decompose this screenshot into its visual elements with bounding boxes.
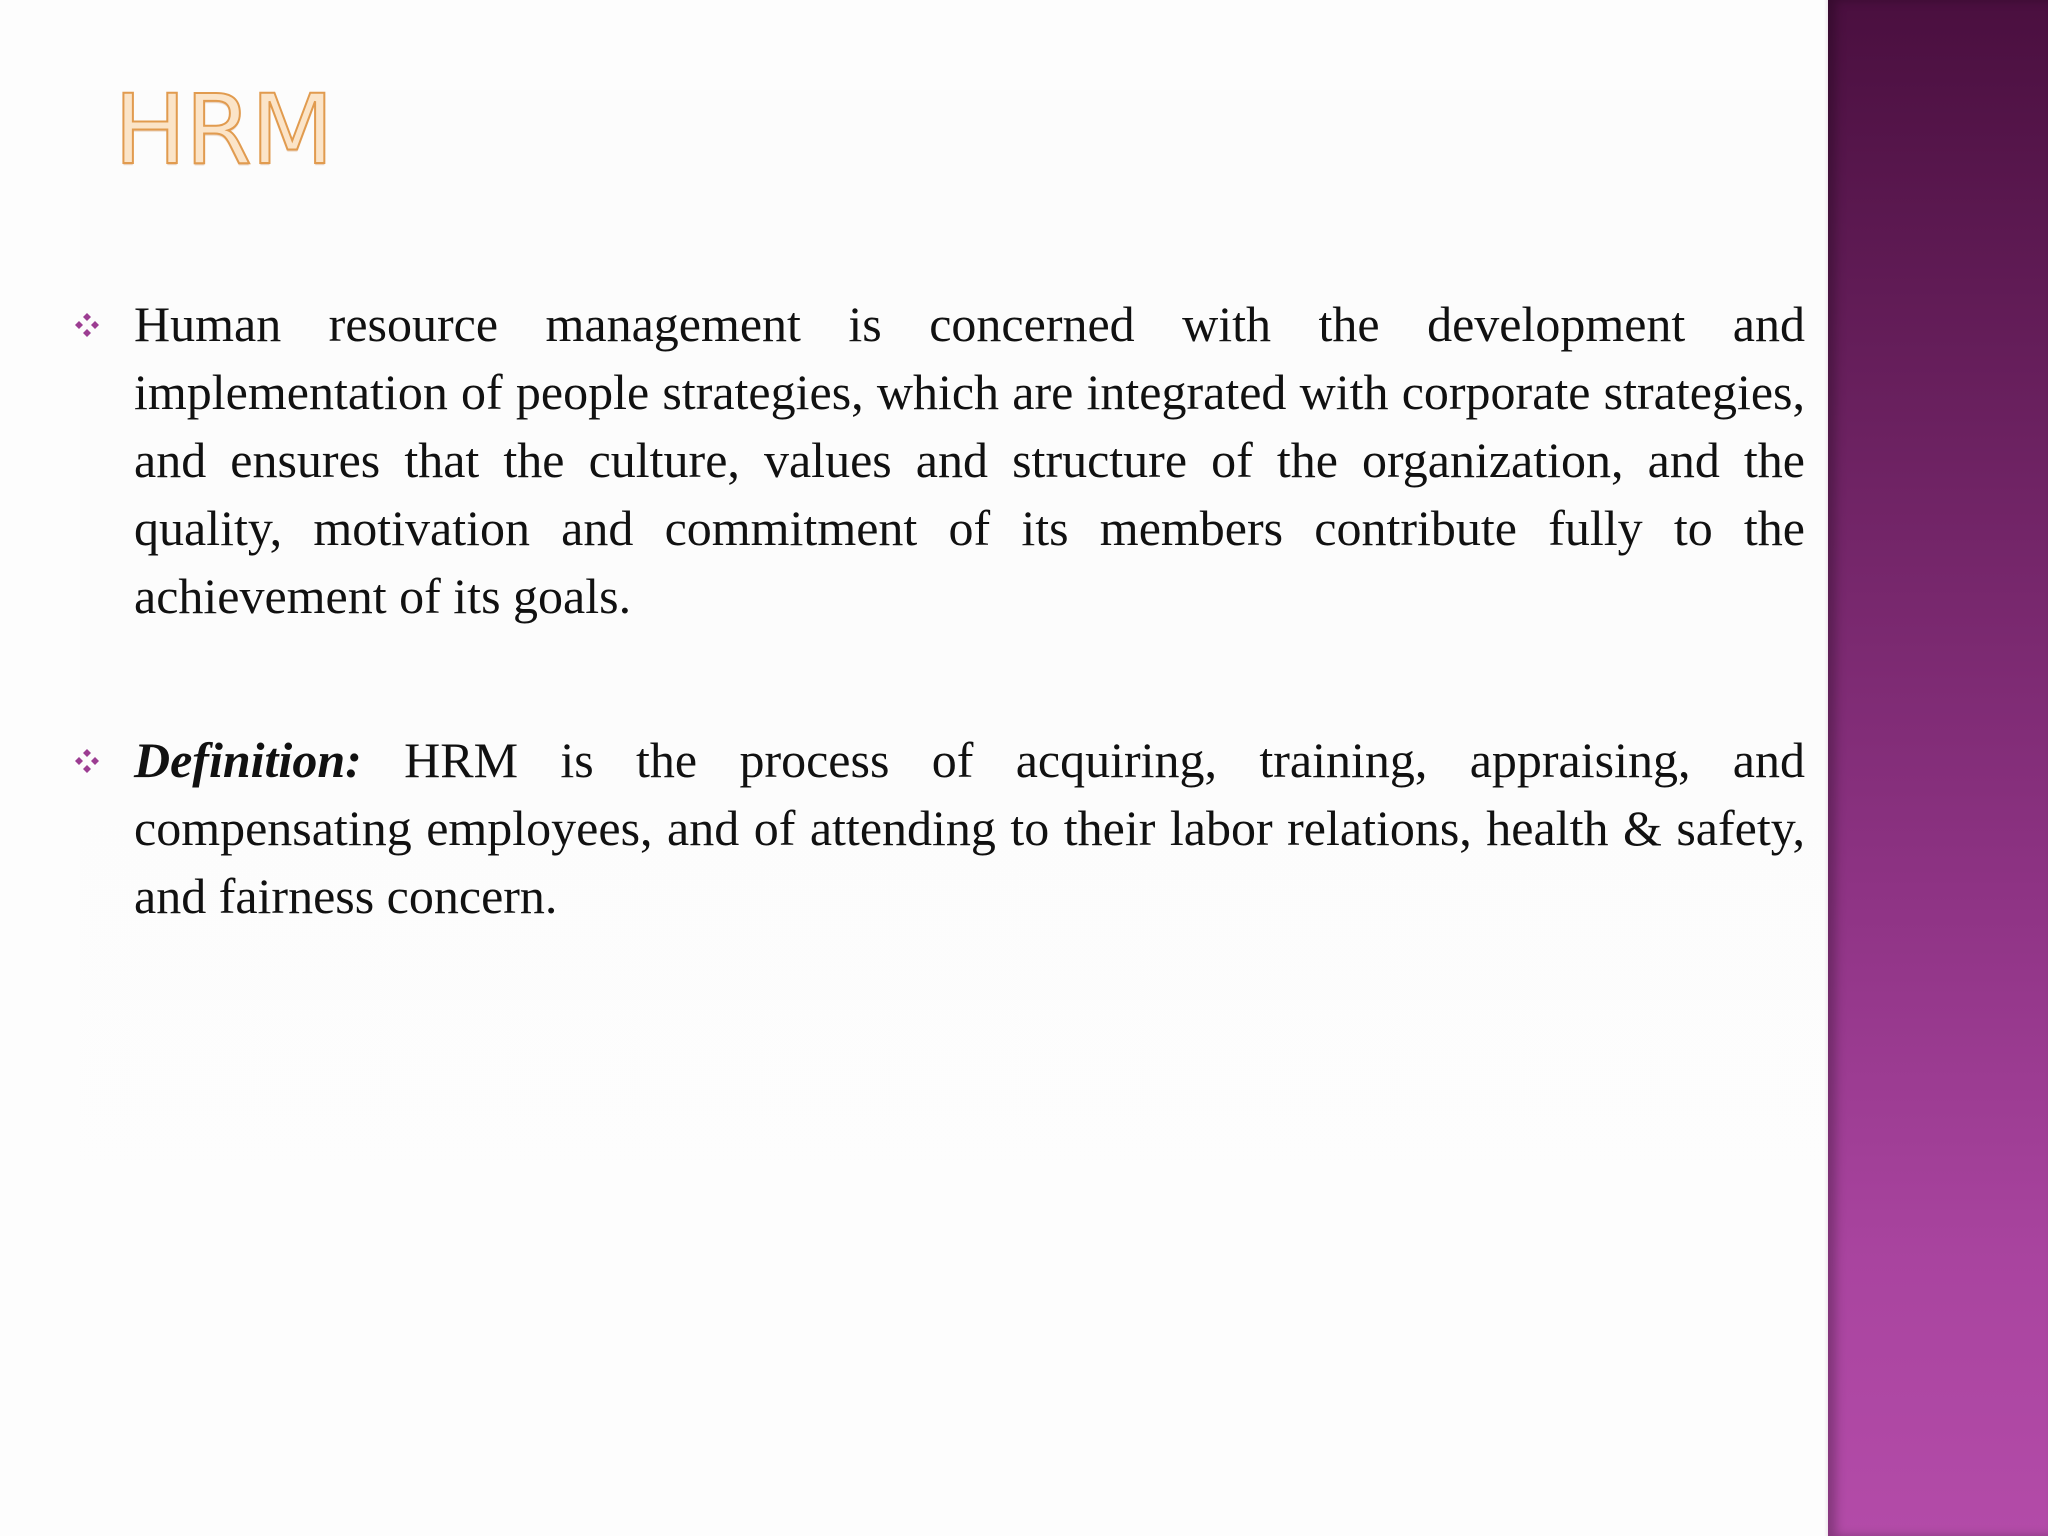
bullet-list [70,290,1805,1026]
slide-title: HRM [114,74,333,186]
bullet-text: HRM is the process of acquiring, training, appraising, and compensating employees, and of attending to their labor relations, health & safety, and fairness concern. [134,732,1805,924]
bullet-text: Human resource management is concerned with the development and implementation of people strategies, which are integrated with corporate strategies, and ensures that the culture, values and structure of the organization, and the quality, motivation and commitment of its members contribute fully to the achievement of its goals. [134,296,1805,624]
bullet-item-definition [70,726,1805,930]
four-diamond-bullet-icon [74,748,100,774]
bullet-item-hrm-description [70,290,1805,630]
decorative-side-band [1828,0,2048,1536]
four-diamond-bullet-icon [74,312,100,338]
definition-term: Definition: [134,732,362,788]
